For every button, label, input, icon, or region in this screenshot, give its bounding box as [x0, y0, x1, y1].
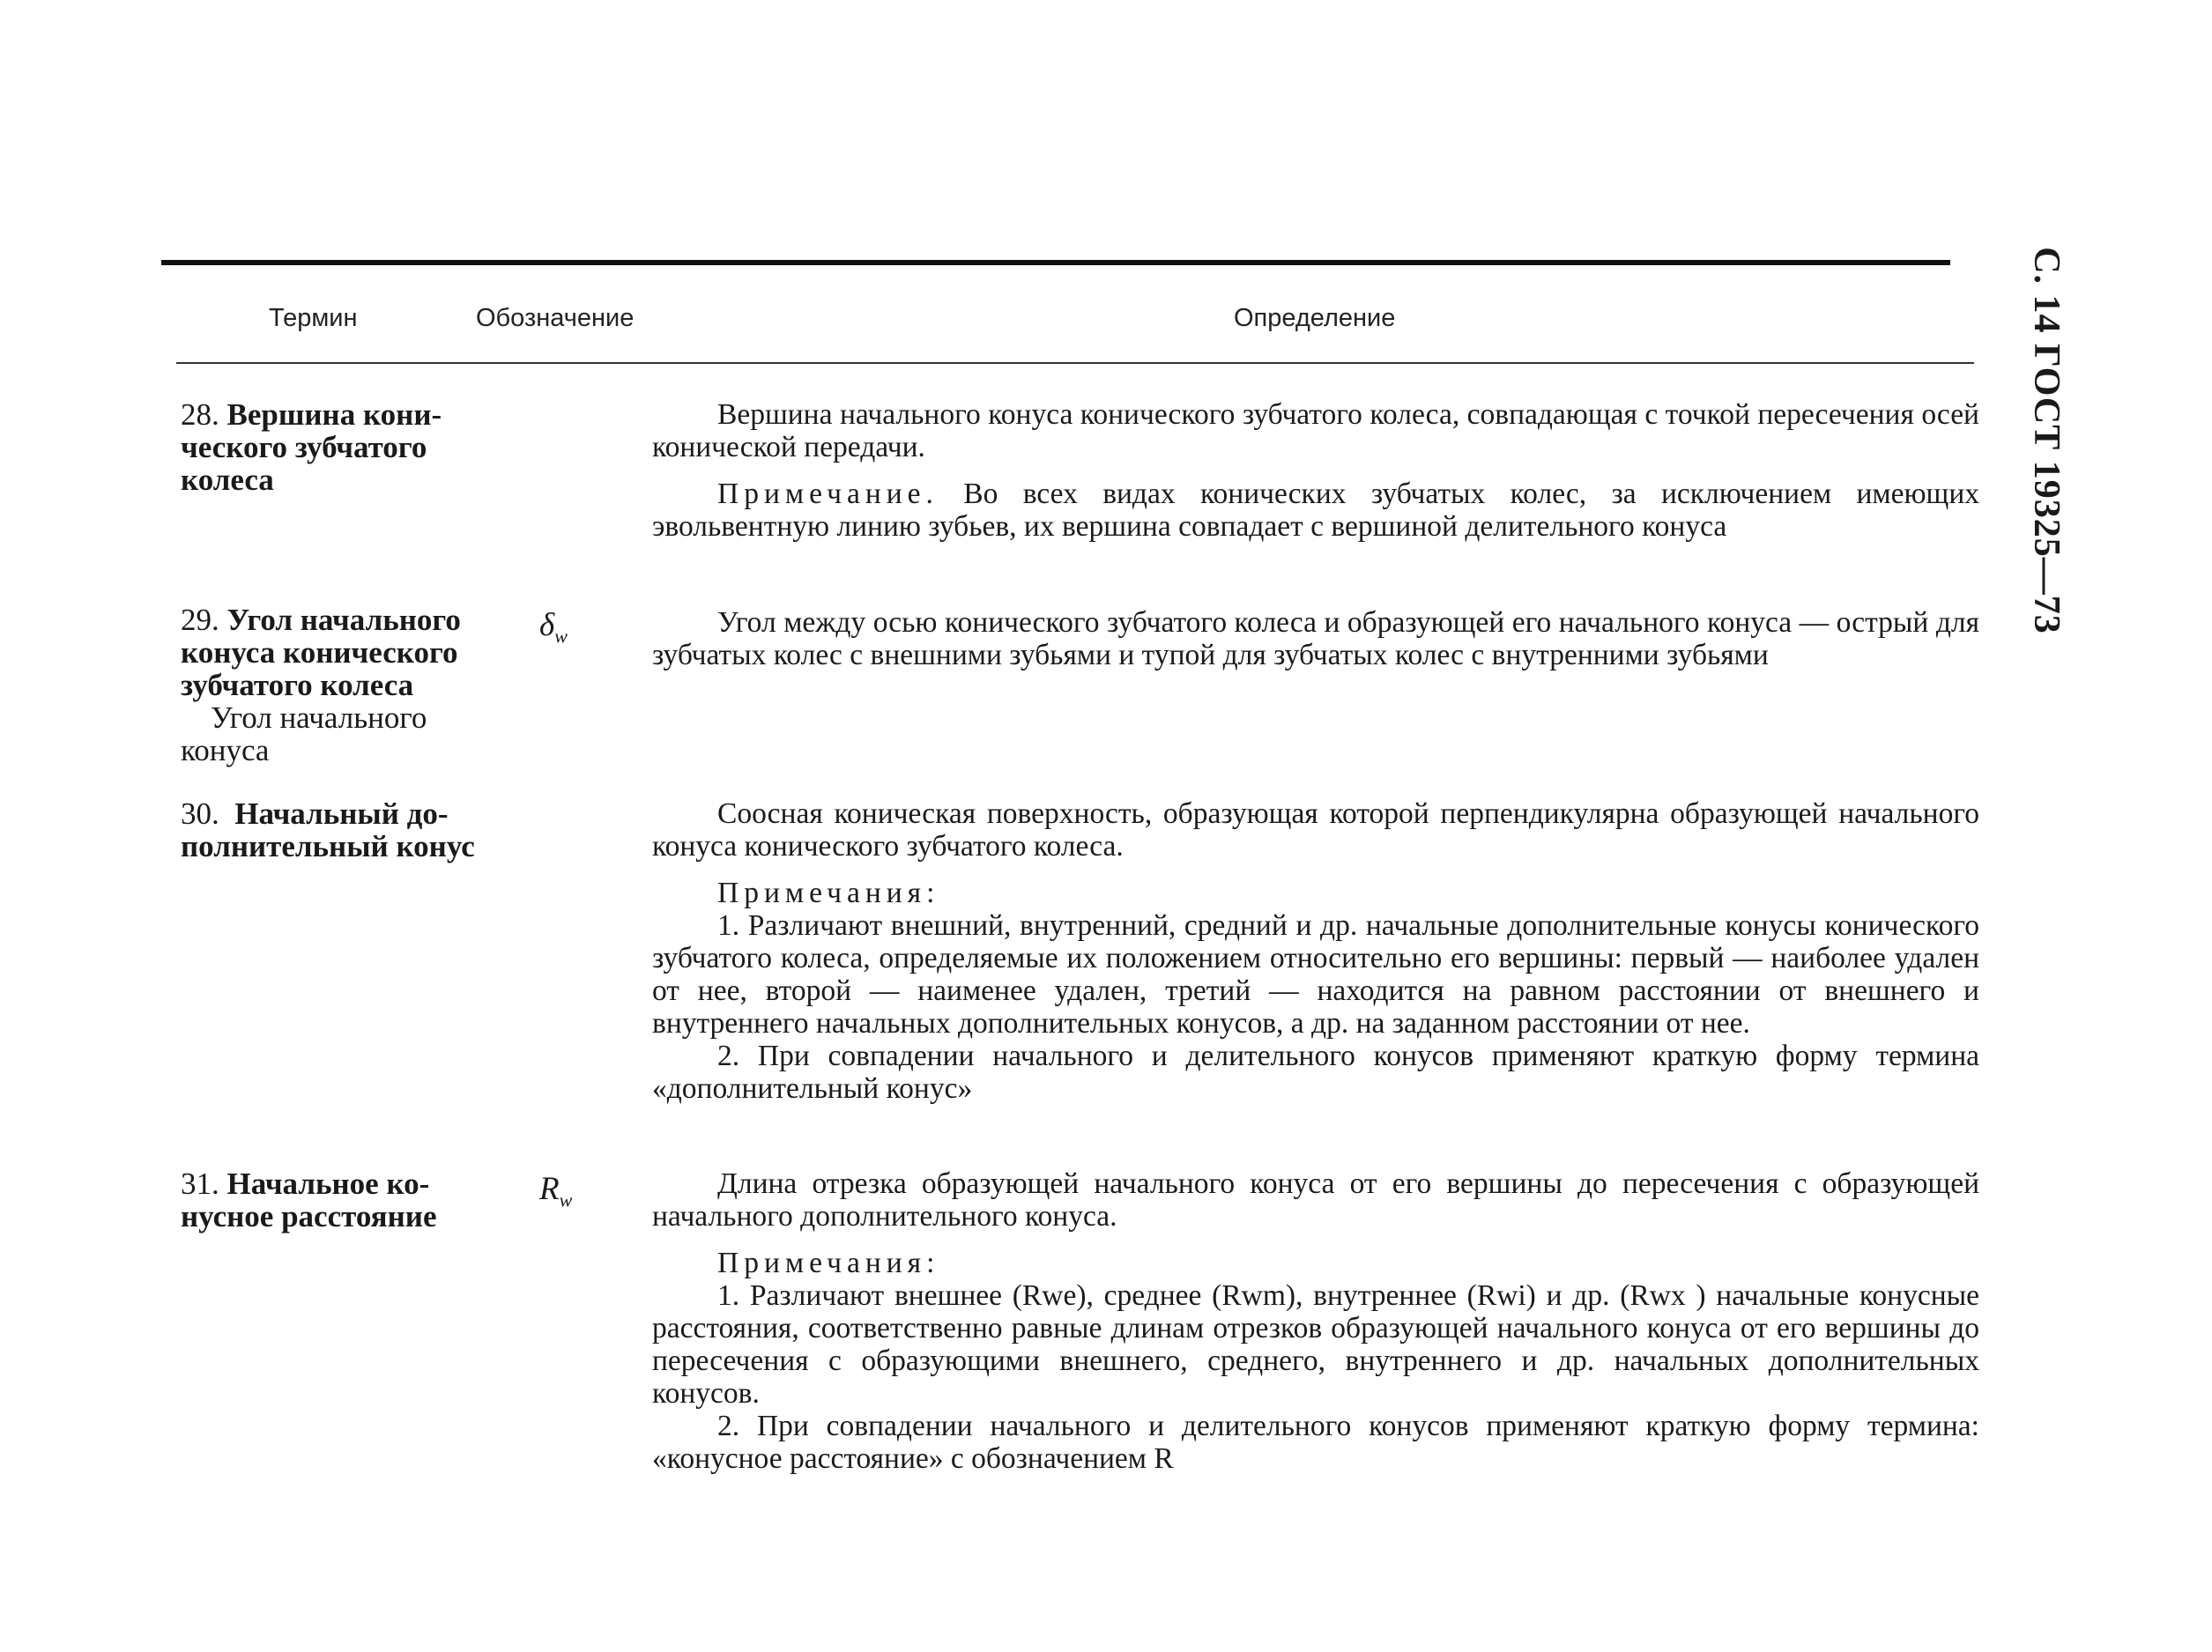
term-29 [181, 604, 542, 767]
notes-label: Примечания: [717, 1247, 940, 1279]
definition-31 [652, 1167, 1979, 1475]
definition-30 [652, 797, 1979, 1105]
definition-text: Угол между осью конического зубчатого колеса и образующей его начального конуса — острый для зубчатых колес с внешними зубьями и тупой для зубчатых колес с внутренними зубьями [652, 606, 1979, 671]
note-item: 1. Различают внешний, внутренний, средний и др. начальные дополнительные конусы конического зубчатого колеса, определяемые их положением относительно его вершины: первый — наиболее удален от нее, второй — наименее удален, третий — находится на равном расстоянии от внешнего и внутреннего начальных дополнительных конусов, а др. на заданном расстоянии от нее. [652, 909, 1979, 1040]
term-number: 31. [181, 1167, 219, 1201]
symbol-main: δ [539, 607, 555, 643]
note-label: Примечание. [717, 478, 939, 510]
header-symbol: Обозначение [476, 304, 635, 332]
symbol-subscript: w [554, 625, 568, 648]
term-line: ческого зубчатого [181, 430, 427, 464]
definition-text: Вершина начального конуса конического зубчатого колеса, совпадающая с точкой пересечения осей конической передачи. [652, 398, 1979, 463]
term-line: конуса конического [181, 635, 458, 670]
term-line: Начальное ко- [226, 1167, 430, 1201]
term-line: колеса [181, 463, 274, 497]
page-side-header [2011, 247, 2082, 634]
note [652, 478, 1979, 543]
side-header-text: С. 14 ГОСТ 19325—73 [2026, 247, 2067, 634]
term-28 [181, 398, 542, 496]
note-item: 2. При совпадении начального и делительного конусов применяют краткую форму термина: «конусное расстояние» с обозначением R [652, 1410, 1979, 1475]
symbol-subscript: w [559, 1189, 573, 1211]
term-line: Начальный до- [234, 796, 449, 831]
header-definition: Определение [1234, 304, 1396, 332]
term-line: Вершина кони- [226, 397, 442, 432]
term-number: 29. [181, 603, 219, 637]
term-number: 30. [181, 796, 219, 831]
term-31 [181, 1167, 542, 1233]
note-item: 2. При совпадении начального и делительного конусов применяют краткую форму термина «дополнительный конус» [652, 1040, 1979, 1105]
notes-label: Примечания: [717, 877, 940, 909]
table-top-rule [161, 260, 1950, 265]
symbol-29 [539, 606, 568, 648]
term-30 [181, 797, 542, 863]
definition-29 [652, 606, 1979, 671]
definition-text: Длина отрезка образующей начального конуса от его вершины до пересечения с образующей начального дополнительного конуса. [652, 1167, 1979, 1233]
synonym-line: Угол начального [211, 700, 427, 735]
synonym-line: конуса [181, 733, 270, 767]
definition-text: Соосная коническая поверхность, образующая которой перпендикулярна образующей начального конуса конического зубчатого колеса. [652, 797, 1979, 863]
note-item: 1. Различают внешнее (Rwe), среднее (Rwm), внутреннее (Rwi) и др. (Rwx ) начальные конусные расстояния, соответственно равные длинам отрезков образующей начального конуса от его вершины до пересечения с образующими внешнего, среднего, внутреннего и др. начальных дополнительных конусов. [652, 1279, 1979, 1410]
symbol-main: R [539, 1171, 560, 1207]
note-text: Во всех видах конических зубчатых колес, за исключением имеющих эвольвентную линию зубьев, их вершина совпадает с вершиной делительного конуса [652, 478, 1979, 543]
definition-28 [652, 398, 1979, 543]
term-line: полнительный конус [181, 829, 475, 863]
header-term: Термин [269, 304, 358, 332]
term-line: Угол начального [226, 603, 461, 637]
symbol-31 [539, 1170, 572, 1211]
term-number: 28. [181, 397, 219, 432]
term-line: зубчатого колеса [181, 668, 414, 702]
term-line: нусное расстояние [181, 1199, 437, 1233]
header-bottom-rule [176, 362, 1974, 364]
